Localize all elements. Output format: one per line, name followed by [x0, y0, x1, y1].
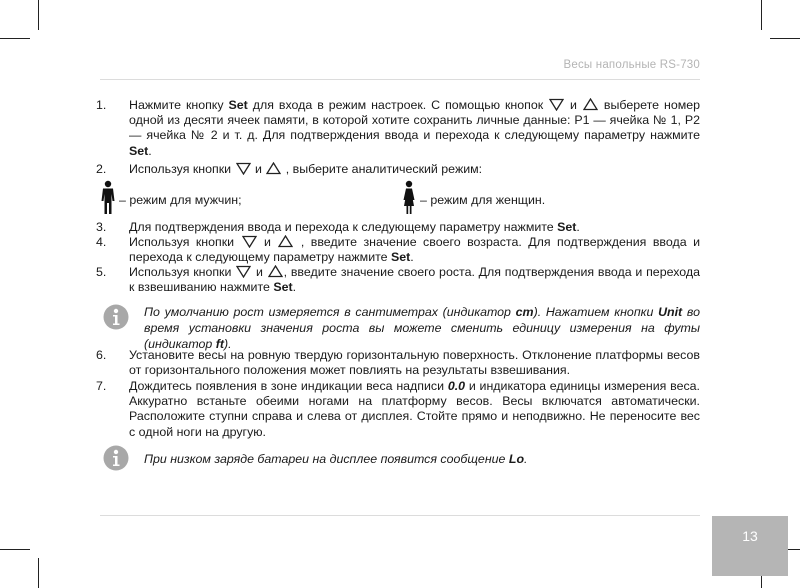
crop-mark — [0, 549, 30, 550]
up-arrow-icon — [266, 162, 281, 175]
down-arrow-icon — [242, 235, 257, 248]
header-divider — [100, 79, 700, 80]
info-icon — [103, 445, 129, 471]
up-arrow-icon — [268, 265, 283, 278]
page-header-title: Весы напольные RS-730 — [563, 59, 700, 71]
page-number-box — [712, 516, 788, 576]
list-text: Для подтверждения ввода и перехода к следующему параметру нажмите Set. — [129, 220, 580, 234]
list-number: 2. — [96, 162, 107, 176]
crop-mark — [0, 38, 30, 39]
crop-mark — [38, 0, 39, 30]
list-text: Установите весы на ровную твердую горизонтальную поверхность. Отклонение платформы весов от горизонтального положения может повлиять на результаты взвешивания. — [129, 348, 700, 378]
up-arrow-icon — [583, 98, 598, 111]
crop-mark — [38, 558, 39, 588]
info-icon — [103, 304, 129, 330]
down-arrow-icon — [236, 162, 251, 175]
down-arrow-icon — [549, 98, 564, 111]
info-note: При низком заряде батареи на дисплее появится сообщение Lo. — [144, 452, 528, 466]
page-number: 13 — [742, 528, 758, 544]
down-arrow-icon — [236, 265, 251, 278]
list-item — [96, 220, 700, 235]
footer-divider — [100, 515, 700, 516]
list-text: Используя кнопки и , выберите аналитический режим: — [129, 162, 483, 176]
female-mode-label: – режим для женщин. — [420, 193, 546, 207]
list-number: 4. — [96, 235, 107, 249]
list-number: 5. — [96, 265, 107, 279]
male-figure-icon — [99, 180, 117, 216]
list-item — [96, 98, 700, 159]
list-item — [96, 235, 700, 265]
info-note: По умолчанию рост измеряется в сантиметрах (индикатор cm). Нажатием кнопки Unit во время установки значения роста вы можете сменить единицу измерения на футы (индикатор ft). — [144, 305, 700, 351]
list-text: Нажмите кнопку Set для входа в режим настроек. С помощью кнопок и выберете номер одной из десяти ячеек памяти, в которой хотите сохранить личные данные: P1 — ячейка № 1, P2 — ячейка № 2 и т. д. Для подтверждения ввода и перехода к следующему параметру нажмите Set. — [129, 98, 701, 158]
female-figure-icon — [400, 180, 418, 216]
list-item — [96, 379, 700, 440]
list-number: 3. — [96, 220, 107, 234]
list-text: Используя кнопки и , введите значение своего роста. Для подтверждения ввода и перехода к взвешиванию нажмите Set. — [129, 265, 700, 295]
crop-mark — [761, 0, 762, 30]
list-item — [96, 348, 700, 378]
list-item — [96, 162, 700, 177]
up-arrow-icon — [278, 235, 293, 248]
list-text: Используя кнопки и , введите значение своего возраста. Для подтверждения ввода и перехода к следующему параметру нажмите Set. — [129, 235, 701, 265]
male-mode-label: – режим для мужчин; — [119, 193, 242, 207]
list-number: 7. — [96, 379, 107, 393]
list-item — [96, 265, 700, 295]
list-text: Дождитесь появления в зоне индикации веса надписи 0.0 и индикатора единицы измерения веса. Аккуратно встаньте обеими ногами на платформу весов. Весы включатся автоматически. Расположите ступни справа и слева от дисплея. Стойте прямо и неподвижно. Не переносите вес с одной ноги на другую. — [129, 379, 700, 439]
list-number: 6. — [96, 348, 107, 362]
crop-mark — [770, 38, 800, 39]
list-number: 1. — [96, 98, 107, 112]
